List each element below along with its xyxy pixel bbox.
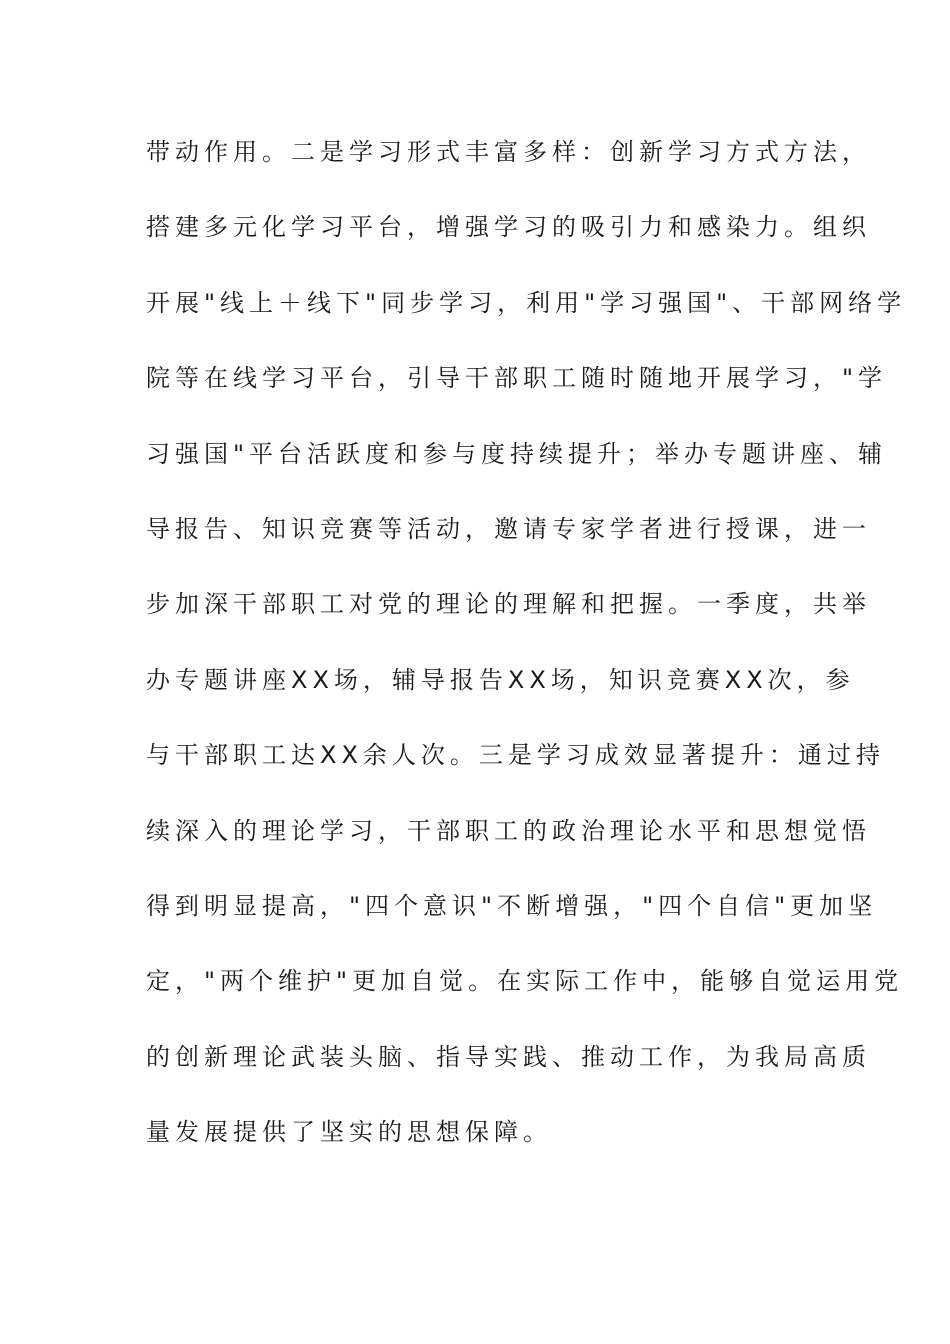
text-line-2: 搭建多元化学习平台，增强学习的吸引力和感染力。组织 bbox=[146, 213, 871, 242]
text-line-10: 续深入的理论学习，干部职工的政治理论水平和思想觉悟 bbox=[146, 816, 871, 845]
text-line-13: 的创新理论武装头脑、指导实践、推动工作，为我局高质 bbox=[146, 1042, 871, 1071]
text-line-5: 习强国"平台活跃度和参与度持续提升；举办专题讲座、辅 bbox=[146, 439, 888, 468]
text-line-14: 量发展提供了坚实的思想保障。 bbox=[146, 1118, 552, 1147]
body-paragraph bbox=[146, 130, 907, 1185]
text-line-3: 开展"线上＋线下"同步学习，利用"学习强国"、干部网络学 bbox=[146, 288, 907, 317]
text-line-4: 院等在线学习平台，引导干部职工随时随地开展学习，"学 bbox=[146, 364, 888, 393]
text-line-8: 办专题讲座XX场，辅导报告XX场，知识竞赛XX次，参 bbox=[146, 665, 855, 694]
text-line-1: 带动作用。二是学习形式丰富多样：创新学习方式方法， bbox=[146, 138, 871, 166]
text-line-6: 导报告、知识竞赛等活动，邀请专家学者进行授课，进一 bbox=[146, 514, 871, 543]
text-line-9: 与干部职工达XX余人次。三是学习成效显著提升：通过持 bbox=[146, 741, 885, 770]
text-line-11: 得到明显提高，"四个意识"不断增强，"四个自信"更加坚 bbox=[146, 891, 878, 920]
text-line-12: 定，"两个维护"更加自觉。在实际工作中，能够自觉运用党 bbox=[146, 967, 904, 996]
text-line-7: 步加深干部职工对党的理论的理解和把握。一季度，共举 bbox=[146, 590, 871, 619]
